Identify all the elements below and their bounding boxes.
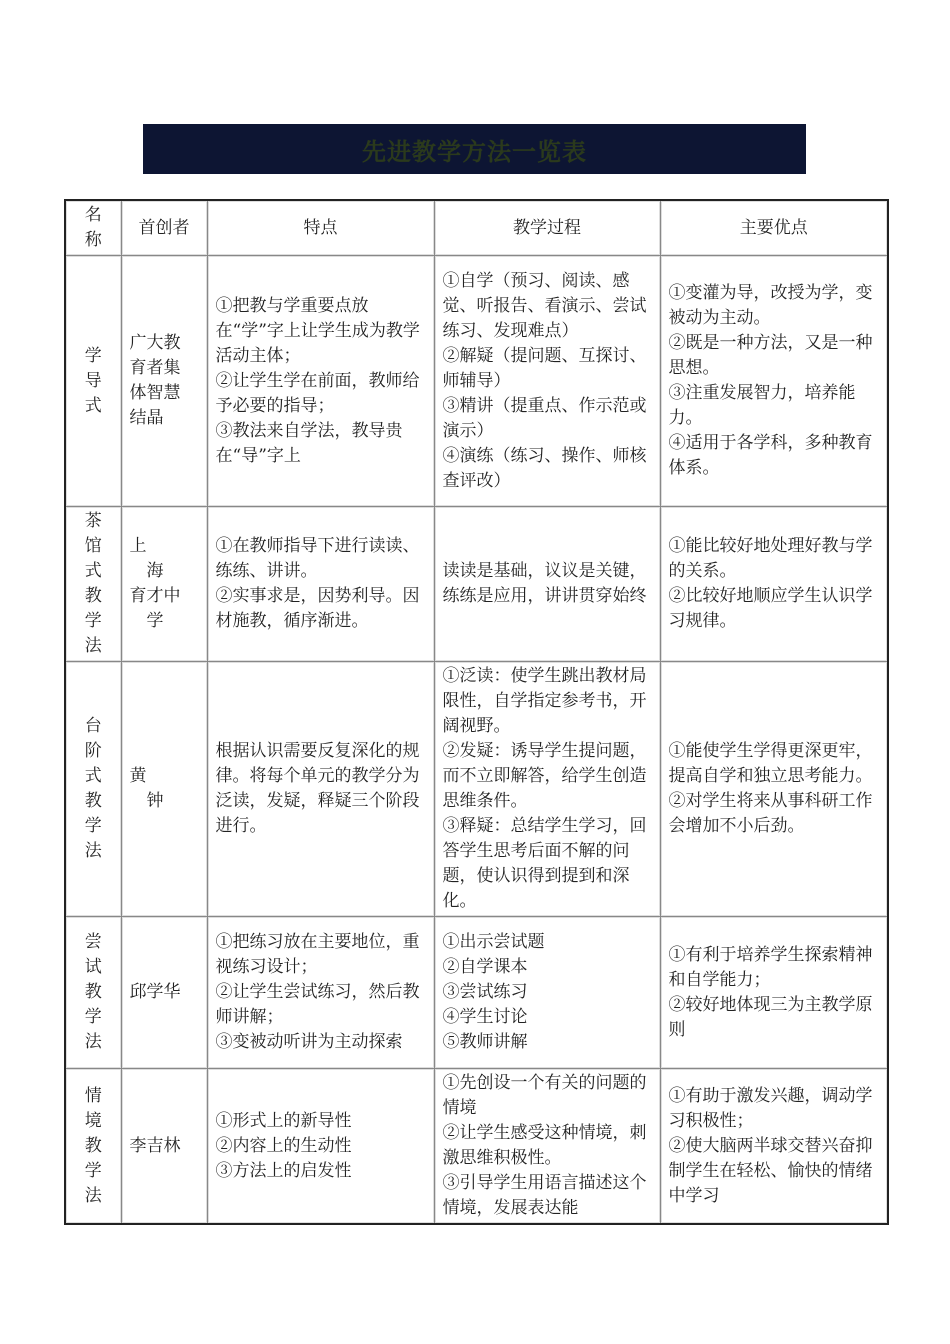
process-line: ①泛读：使学生跳出教材局限性，自学指定参考书，开阔视野。 [442,666,647,736]
advantages-cell [660,507,888,662]
process-line: ⑤教师讲解 [442,1032,528,1052]
advantages-line: ②使大脑两半球交替兴奋抑制学生在轻松、愉快的情绪中学习 [668,1135,873,1206]
method-name: 情境教学法 [84,1085,102,1206]
table-row [65,917,888,1069]
features-cell [207,507,434,662]
advantages-line: ②较好地体现三为主教学原则 [668,994,873,1040]
founder-line: 钟 [129,791,164,811]
features-cell [207,1069,434,1225]
features-line: ②内容上的生动性 [215,1135,352,1156]
founder-line: 育才中 [129,586,181,606]
header-founder: 首创者 [121,200,207,256]
features-line: ①形式上的新导性 [215,1110,352,1131]
features-line: ③方法上的启发性 [215,1160,352,1181]
table-header-row [65,200,888,256]
advantages-cell [660,256,888,507]
advantages-line: ②比较好地顺应学生认识学习规律。 [668,586,873,631]
method-name-cell [65,507,121,662]
founder-cell [121,507,207,662]
advantages-line: ④适用于各学科，多种教育体系。 [668,433,873,478]
founder-line: 育者集 [129,358,181,378]
process-line: ①出示尝试题 [442,932,545,952]
features-cell [207,662,434,917]
table-row [65,1069,888,1225]
page-title: 先进教学方法一览表 [362,136,587,166]
method-name: 台阶式教学法 [84,716,102,861]
founder-line: 体智慧 [129,383,181,403]
process-line: ③引导学生用语言描述这个情境，发展表达能 [442,1173,647,1218]
founder-line: 海 [129,561,164,581]
advantages-line: ②既是一种方法，又是一种思想。 [668,333,873,378]
method-name: 尝试教学法 [84,932,102,1052]
features-line: ①把练习放在主要地位，重视练习设计； [215,932,420,977]
process-cell [434,662,660,917]
process-cell [434,917,660,1069]
features-line: 根据认识需要反复深化的规律。将每个单元的教学分为泛读，发疑，释疑三个阶段进行。 [215,741,420,836]
advantages-cell [660,917,888,1069]
process-line: ③尝试练习 [442,982,528,1002]
process-line: ②自学课本 [442,957,528,977]
founder-line: 结晶 [129,408,164,428]
process-line: ④演练（练习、操作、师核查评改） [442,445,647,491]
founder-cell [121,917,207,1069]
header-features: 特点 [207,200,434,256]
features-line: ②实事求是，因势利导。因材施教，循序渐进。 [215,586,420,631]
header-name: 名称 [65,200,121,256]
advantages-cell [660,1069,888,1225]
features-cell [207,256,434,507]
features-line: ③变被动听讲为主动探索 [215,1032,403,1052]
process-line: ②解疑（提问题、互探讨、师辅导） [442,345,647,391]
founder-cell [121,256,207,507]
founder-line: 上 [129,536,147,556]
table-row [65,256,888,507]
process-cell [434,507,660,662]
features-line: ①在教师指导下进行读读、练练、讲讲。 [215,536,420,581]
founder-line: 黄 [129,766,147,786]
method-name-cell [65,1069,121,1225]
header-advantages: 主要优点 [660,200,888,256]
method-name-cell [65,256,121,507]
process-line: 读读是基础，议议是关键，练练是应用，讲讲贯穿始终 [442,561,647,606]
process-line: ②发疑：诱导学生提问题，而不立即解答，给学生创造思维条件。 [442,741,647,811]
process-line: ②让学生感受这种情境，刺激思维积极性。 [442,1123,647,1168]
header-process: 教学过程 [434,200,660,256]
process-line: ①先创设一个有关的问题的情境 [442,1073,647,1118]
process-cell [434,256,660,507]
advantages-line: ①变灌为导，改授为学，变被动为主动。 [668,283,873,328]
features-line: ②让学生尝试练习，然后教师讲解； [215,982,420,1027]
process-line: ③释疑：总结学生学习，回答学生思考后面不解的问题，使认识得到提到和深化。 [442,816,647,911]
founder-line: 李吉林 [129,1135,181,1156]
founder-cell [121,1069,207,1225]
features-line: ①把教与学重要点放在“学”字上让学生成为教学活动主体； [215,295,420,366]
title-banner [143,124,806,174]
method-name: 茶馆式教学法 [84,511,102,656]
advantages-line: ①有助于激发兴趣，调动学习积极性； [668,1085,873,1131]
founder-line: 广大教 [129,333,181,353]
advantages-line: ①有利于培养学生探索精神和自学能力； [668,944,873,990]
features-line: ③教法来自学法，教导贵在“导”字上 [215,420,403,466]
features-line: ②让学生学在前面，教师给予必要的指导； [215,370,420,416]
method-name: 学导式 [84,345,102,416]
table-row [65,662,888,917]
process-line: ①自学（预习、阅读、感觉、听报告、看演示、尝试练习、发现难点） [442,270,647,341]
founder-cell [121,662,207,917]
process-line: ③精讲（提重点、作示范或演示） [442,395,647,441]
advantages-line: ②对学生将来从事科研工作会增加不小后劲。 [668,791,873,836]
advantages-line: ③注重发展智力，培养能力。 [668,383,856,428]
advantages-line: ①能比较好地处理好教与学的关系。 [668,536,873,581]
methods-table [64,199,889,1225]
founder-line: 邱学华 [129,982,181,1002]
table-row [65,507,888,662]
advantages-line: ①能使学生学得更深更牢，提高自学和独立思考能力。 [668,741,873,786]
founder-line: 学 [129,611,164,631]
method-name-cell [65,917,121,1069]
method-name-cell [65,662,121,917]
features-cell [207,917,434,1069]
advantages-cell [660,662,888,917]
process-line: ④学生讨论 [442,1007,528,1027]
process-cell [434,1069,660,1225]
